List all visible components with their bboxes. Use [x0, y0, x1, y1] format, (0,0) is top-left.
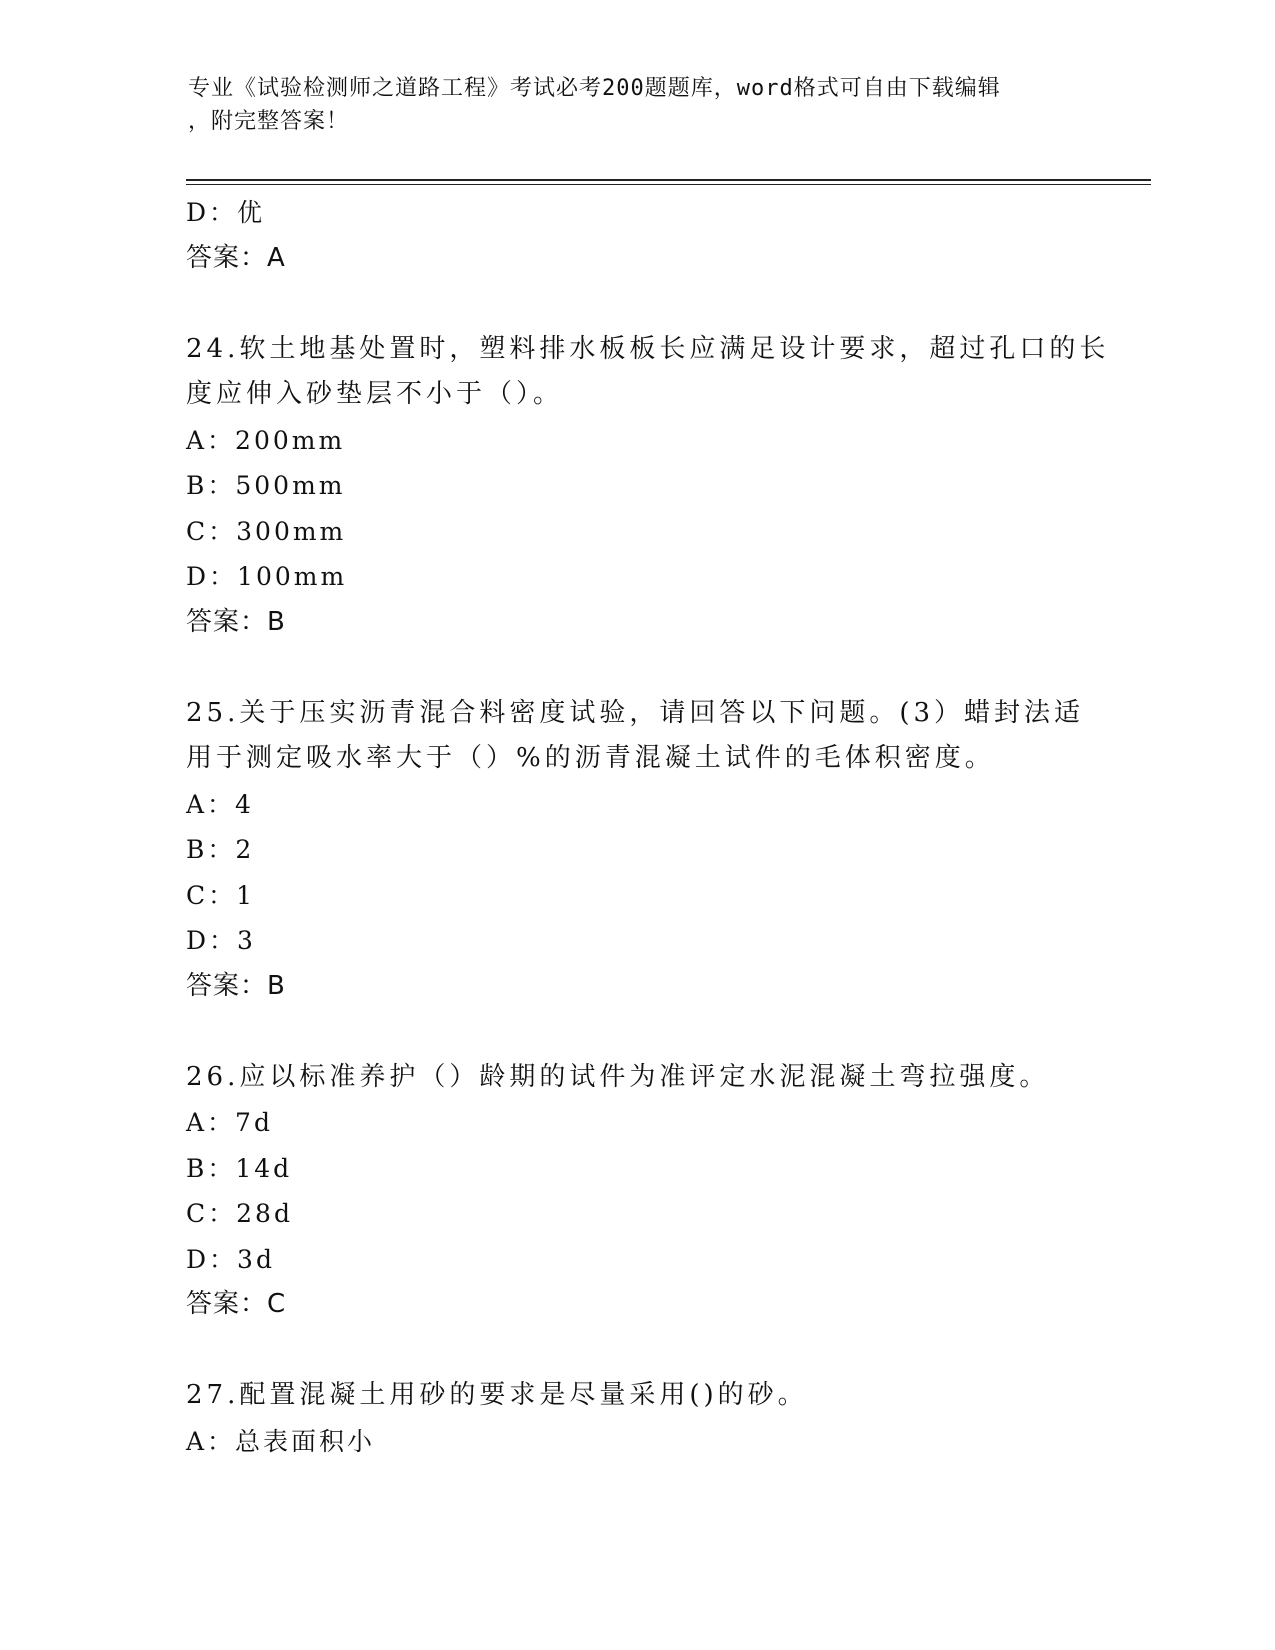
option-c: C：28d — [186, 1199, 293, 1228]
question-block-24 — [186, 327, 1110, 646]
question-stem-line: 用于测定吸水率大于（）%的沥青混凝土试件的毛体积密度。 — [186, 743, 995, 773]
question-list — [186, 190, 1110, 1464]
option-b: B：2 — [186, 835, 255, 864]
option-b: B：500mm — [186, 471, 346, 500]
spacer — [186, 1009, 1086, 1055]
answer-line: 答案：B — [186, 970, 286, 1001]
spacer — [186, 645, 1086, 691]
header-line-2: ，附完整答案！ — [188, 109, 350, 134]
question-block-23 — [186, 190, 1086, 281]
header-rule-thick — [186, 179, 1151, 181]
header-line-1: 专业《试验检测师之道路工程》考试必考200题题库，word格式可自由下载编辑 — [188, 76, 1001, 101]
question-stem-line: 27.配置混凝土用砂的要求是尽量采用()的砂。 — [186, 1380, 808, 1410]
option-d: D：3d — [186, 1244, 275, 1274]
option-a: A：200mm — [186, 425, 346, 455]
spacer — [186, 1328, 1086, 1374]
answer-line: 答案：B — [186, 606, 286, 637]
question-stem-line: 26.应以标准养护（）龄期的试件为准评定水泥混凝土弯拉强度。 — [186, 1061, 1050, 1092]
question-block-26 — [186, 1055, 1086, 1328]
option-c: C：1 — [186, 880, 256, 910]
question-block-25 — [186, 691, 1086, 1010]
answer-line: 答案：A — [186, 242, 286, 273]
option-d: D：100mm — [186, 562, 348, 591]
document-header — [188, 72, 1088, 138]
spacer — [186, 281, 1086, 327]
question-block-27 — [186, 1373, 1086, 1464]
answer-line: 答案：C — [186, 1289, 287, 1319]
option-a: A：总表面积小 — [186, 1426, 376, 1456]
option-d: D：3 — [186, 926, 256, 955]
header-rule-thin — [186, 184, 1151, 185]
option-d: D：优 — [186, 198, 266, 227]
question-stem-line: 24.软土地基处置时，塑料排水板板长应满足设计要求，超过孔口的长 — [186, 333, 1110, 364]
question-stem-line: 度应伸入砂垫层不小于（）。 — [186, 379, 564, 409]
question-stem-line: 25.关于压实沥青混合料密度试验，请回答以下问题。(3）蜡封法适 — [186, 697, 1085, 728]
option-b: B：14d — [186, 1153, 293, 1183]
option-a: A：7d — [186, 1108, 273, 1137]
option-a: A：4 — [186, 789, 254, 819]
option-c: C：300mm — [186, 516, 347, 546]
